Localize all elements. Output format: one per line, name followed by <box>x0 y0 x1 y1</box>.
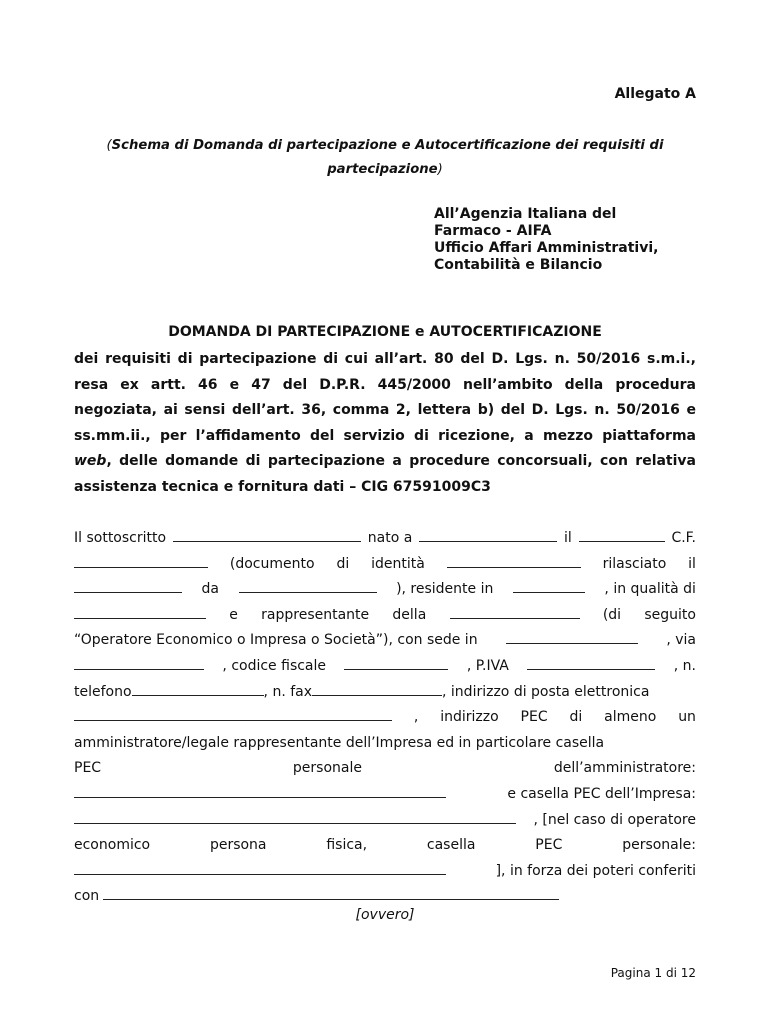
body-text: fisica, <box>326 837 368 854</box>
vat-number-field[interactable] <box>527 656 655 670</box>
body-text: nato a <box>367 530 413 546</box>
body-text: , indirizzo di posta elettronica <box>442 683 650 700</box>
body-text: della <box>392 606 427 623</box>
company-tax-code-field[interactable] <box>344 656 448 670</box>
headquarters-field[interactable] <box>506 630 638 644</box>
body-text: , in qualità di <box>604 581 696 598</box>
body-text: con <box>74 888 100 905</box>
body-text: e <box>229 606 238 623</box>
personal-pec-field[interactable] <box>74 861 446 875</box>
body-text: di <box>336 555 350 572</box>
body-text: PEC <box>74 760 102 777</box>
body-text: telefono <box>74 683 132 700</box>
body-text: , [nel caso di operatore <box>533 811 696 828</box>
residence-field[interactable] <box>513 579 585 593</box>
body-text: da <box>201 581 219 598</box>
subject-italic: web <box>74 453 107 470</box>
body-text: indirizzo <box>440 709 499 726</box>
body-line <box>74 654 696 680</box>
body-line <box>74 756 696 782</box>
recipient-line: Ufficio Affari Amministrativi, <box>434 240 659 256</box>
body-line <box>74 552 696 578</box>
body-line <box>74 808 696 834</box>
body-text: , P.IVA <box>466 657 509 674</box>
body-text: C.F. <box>671 530 696 546</box>
body-text: di <box>569 709 583 726</box>
recipient-line: All’Agenzia Italiana del <box>434 206 617 222</box>
body-text: un <box>678 709 696 726</box>
body-text: persona <box>209 837 267 854</box>
company-pec-field[interactable] <box>74 810 516 824</box>
body-text: (di <box>602 606 622 623</box>
name-field[interactable] <box>173 528 361 542</box>
body-line <box>74 833 696 859</box>
body-line <box>74 680 696 706</box>
issue-date-field[interactable] <box>74 579 182 593</box>
role-field[interactable] <box>74 605 206 619</box>
body-text: , n. fax <box>263 683 313 700</box>
body-line <box>74 577 696 603</box>
body-line <box>74 782 696 808</box>
body-text: PEC <box>535 837 563 854</box>
id-document-field[interactable] <box>447 554 581 568</box>
body-text: “Operatore Economico o Impresa o Società”), con sede in <box>74 632 478 649</box>
body-line <box>74 603 696 629</box>
birthplace-field[interactable] <box>419 528 557 542</box>
recipient-line: Farmaco - AIFA <box>434 223 552 239</box>
body-text: ], in forza dei poteri conferiti <box>495 862 696 879</box>
recipient-line: Contabilità e Bilancio <box>434 257 603 273</box>
body-text: economico <box>74 837 151 854</box>
recipient-address <box>434 206 658 274</box>
schema-text: Schema di Domanda di partecipazione e Autocertificazione dei requisiti di partecipazione <box>111 138 664 177</box>
allegato-label: Allegato A <box>614 86 696 102</box>
body-text: rappresentante <box>261 606 370 623</box>
body-text: identità <box>371 555 425 572</box>
body-text: casella <box>426 837 476 854</box>
street-field[interactable] <box>74 656 204 670</box>
schema-close-paren: ) <box>437 162 443 177</box>
body-line <box>74 859 696 885</box>
body-text: il <box>688 555 696 572</box>
body-text: rilasciato <box>602 555 667 572</box>
body-line <box>74 731 696 757</box>
birthdate-field[interactable] <box>579 528 665 542</box>
body-text: , <box>413 709 419 726</box>
body-text: seguito <box>644 606 696 623</box>
powers-field[interactable] <box>103 886 559 900</box>
body-text: dell’amministratore: <box>553 760 696 777</box>
issuer-field[interactable] <box>239 579 377 593</box>
body-text: , n. <box>673 657 696 674</box>
body-text: , codice fiscale <box>222 657 327 674</box>
subject-paragraph <box>74 347 696 501</box>
fax-field[interactable] <box>312 682 442 696</box>
body-line <box>74 628 696 654</box>
document-title: DOMANDA DI PARTECIPAZIONE e AUTOCERTIFICAZIONE <box>168 324 602 340</box>
ovvero-label: [ovvero] <box>355 907 415 923</box>
subject-text-2: , delle domande di partecipazione a procedure concorsuali, con relativa assistenza tecnica e fornitura dati – CIG 67591009C3 <box>74 453 696 495</box>
body-text: (documento <box>229 555 315 572</box>
body-text: ), residente in <box>396 581 494 598</box>
body-text: personale: <box>622 837 696 854</box>
body-line <box>74 705 696 731</box>
declaration-body <box>74 526 696 910</box>
body-text: almeno <box>604 709 657 726</box>
body-text: amministratore/legale rappresentante dell’Impresa ed in particolare casella <box>74 734 605 751</box>
admin-pec-field[interactable] <box>74 784 446 798</box>
email-field[interactable] <box>74 707 392 721</box>
body-text: PEC <box>520 709 548 726</box>
subject-text-1: dei requisiti di partecipazione di cui all’art. 80 del D. Lgs. n. 50/2016 s.m.i., resa ex artt. 46 e 47 del D.P.R. 445/2000 nell’ambito della procedura negoziata, ai sensi dell’art. 36, comma 2, lettera b) del D. Lgs. n. 50/2016 e ss.mm.ii., per l’affidamento del servizio di ricezione, a mezzo piattaforma <box>74 351 696 444</box>
body-text: e casella PEC dell’Impresa: <box>507 785 696 802</box>
phone-field[interactable] <box>132 682 264 696</box>
tax-code-field[interactable] <box>74 554 208 568</box>
body-text: Il sottoscritto <box>74 530 167 546</box>
body-text: il <box>563 530 572 546</box>
body-line <box>74 526 696 552</box>
page-number: Pagina 1 di 12 <box>610 966 696 980</box>
company-field[interactable] <box>450 605 580 619</box>
schema-subtitle <box>74 134 696 182</box>
schema-open-paren: ( <box>106 138 112 153</box>
body-text: personale <box>292 760 362 777</box>
body-text: , via <box>666 632 696 649</box>
